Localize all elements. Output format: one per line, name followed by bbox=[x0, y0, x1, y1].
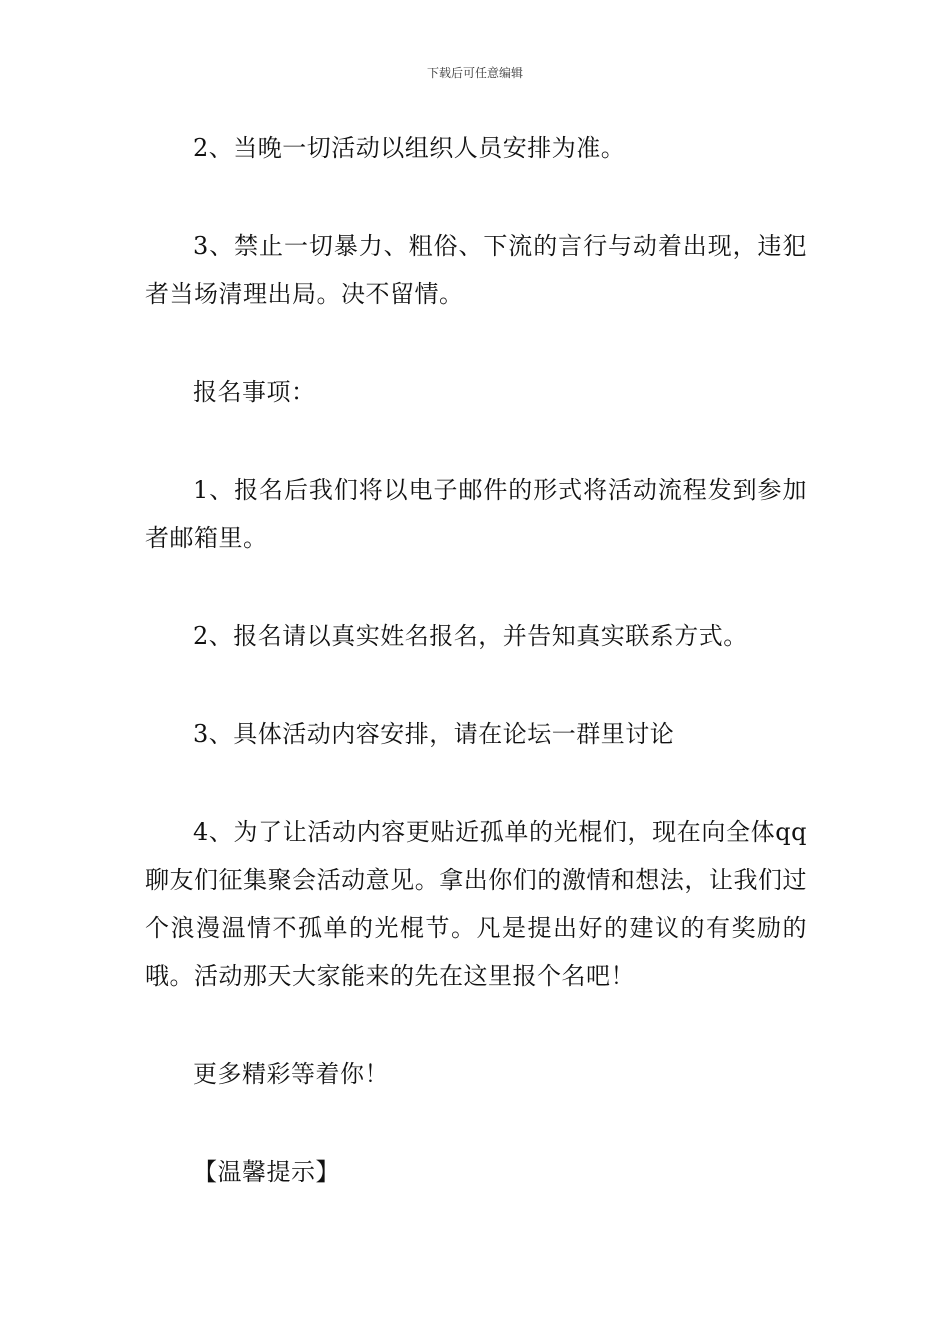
paragraph-6: 4、为了让活动内容更贴近孤单的光棍们，现在向全体qq聊友们征集聚会活动意见。拿出你们的激情和想法，让我们过个浪漫温情不孤单的光棍节。凡是提出好的建议的有奖励的哦。活动那天大家能来的先在这里报个名吧！ bbox=[145, 818, 807, 990]
paragraph-1: 2、当晚一切活动以组织人员安排为准。 bbox=[193, 134, 626, 162]
page-header: 下载后可任意编辑 bbox=[426, 66, 523, 80]
paragraph-2: 3、禁止一切暴力、粗俗、下流的言行与动着出现，违犯者当场清理出局。决不留情。 bbox=[145, 232, 807, 308]
paragraph-3: 1、报名后我们将以电子邮件的形式将活动流程发到参加者邮箱里。 bbox=[145, 476, 807, 552]
paragraph-7: 更多精彩等着你！ bbox=[193, 1060, 389, 1088]
warm-tip-heading: 【温馨提示】 bbox=[193, 1158, 340, 1186]
section-heading-registration: 报名事项： bbox=[193, 378, 316, 406]
paragraph-5: 3、具体活动内容安排，请在论坛一群里讨论 bbox=[193, 720, 675, 748]
document-body bbox=[145, 124, 807, 1196]
paragraph-4: 2、报名请以真实姓名报名，并告知真实联系方式。 bbox=[193, 622, 748, 650]
